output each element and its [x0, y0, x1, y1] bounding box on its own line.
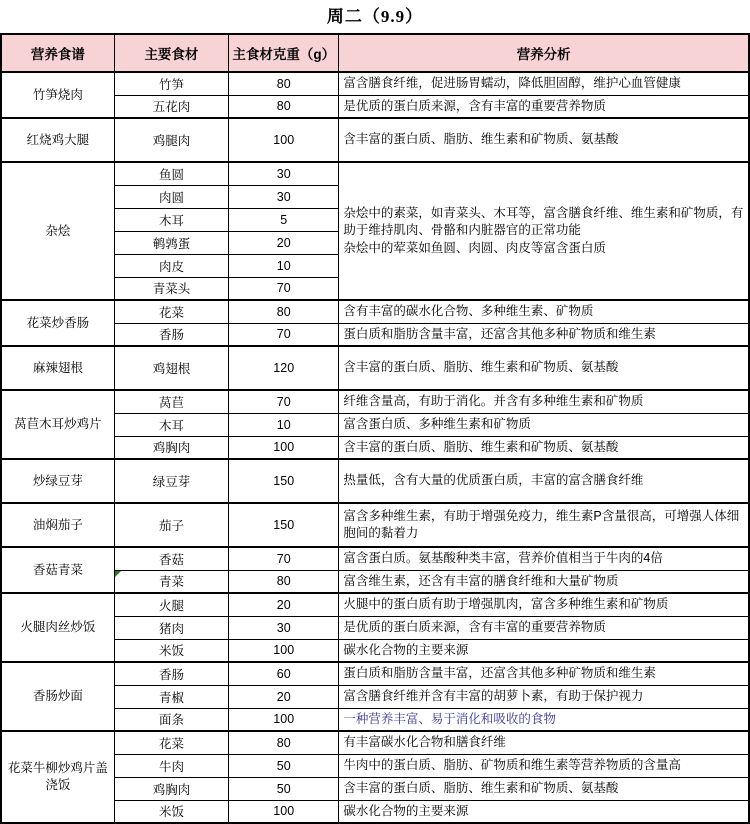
table-row: [1, 346, 749, 390]
analysis-cell: 蛋白质和脂肪含量丰富，还富含其他多种矿物质和维生素: [339, 323, 749, 346]
weight-cell: 10: [229, 254, 339, 277]
ingredient-cell: 米饭: [114, 800, 228, 823]
column-header-weight: 主食材克重（g）: [229, 34, 339, 72]
table-row: [1, 662, 749, 685]
weight-cell: 80: [229, 570, 339, 593]
weight-cell: 150: [229, 503, 339, 547]
table-row: [1, 72, 749, 95]
ingredient-cell: 莴苣: [114, 390, 228, 413]
ingredient-cell: 青椒: [114, 685, 228, 708]
table-row: [1, 459, 749, 503]
analysis-cell: 富含多种维生素，有助于增强免疫力，维生素P含量很高，可增强人体细胞间的黏着力: [339, 503, 749, 547]
ingredient-cell: 绿豆芽: [114, 459, 228, 503]
table-row: [1, 162, 749, 185]
analysis-cell: 富含蛋白质。氨基酸种类丰富，营养价值相当于牛肉的4倍: [339, 547, 749, 570]
table-row: [1, 731, 749, 754]
recipe-cell: 火腿肉丝炒饭: [1, 593, 114, 662]
analysis-text-line: 杂烩中的素菜，如青菜头、木耳等，富含膳食纤维、维生素和矿物质，有助于维持肌肉、骨骼和内脏器官的正常功能: [343, 205, 744, 238]
weight-cell: 30: [229, 185, 339, 208]
analysis-cell: 含丰富的蛋白质、脂肪、维生素和矿物质、氨基酸: [339, 346, 749, 390]
weight-cell: 150: [229, 459, 339, 503]
ingredient-cell: 鸡胸肉: [114, 436, 228, 459]
column-header-analysis: 营养分析: [339, 34, 749, 72]
weight-cell: 20: [229, 593, 339, 616]
analysis-cell: 一种营养丰富、易于消化和吸收的食物: [339, 708, 749, 731]
table-row: [1, 503, 749, 547]
ingredient-cell: 花菜: [114, 300, 228, 323]
weight-cell: 80: [229, 731, 339, 754]
weight-cell: 10: [229, 413, 339, 436]
ingredient-cell: 肉圆: [114, 185, 228, 208]
analysis-cell: 是优质的蛋白质来源，含有丰富的重要营养物质: [339, 95, 749, 118]
ingredient-cell: 香肠: [114, 662, 228, 685]
analysis-cell: 纤维含量高，有助于消化。并含有多种维生素和矿物质: [339, 390, 749, 413]
table-row: [1, 593, 749, 616]
weight-cell: 100: [229, 436, 339, 459]
ingredient-cell: 鸡胸肉: [114, 777, 228, 800]
analysis-cell: 碳水化合物的主要来源: [339, 800, 749, 823]
recipe-cell: 油焖茄子: [1, 503, 114, 547]
ingredient-cell: 五花肉: [114, 95, 228, 118]
analysis-cell: 含丰富的蛋白质、脂肪、维生素和矿物质、氨基酸: [339, 436, 749, 459]
weight-cell: 70: [229, 390, 339, 413]
column-header-recipe: 营养食谱: [1, 34, 114, 72]
weight-cell: 70: [229, 323, 339, 346]
table-header-row: [1, 34, 749, 72]
ingredient-cell: 茄子: [114, 503, 228, 547]
table-body: [1, 72, 749, 823]
recipe-cell: 红烧鸡大腿: [1, 118, 114, 162]
ingredient-cell: 鸡翅根: [114, 346, 228, 390]
weight-cell: 70: [229, 547, 339, 570]
ingredient-cell: 香肠: [114, 323, 228, 346]
table-row: [1, 390, 749, 413]
analysis-cell: 热量低，含有大量的优质蛋白质，丰富的富含膳食纤维: [339, 459, 749, 503]
recipe-cell: 炒绿豆芽: [1, 459, 114, 503]
table-row: [1, 118, 749, 162]
weight-cell: 80: [229, 95, 339, 118]
weight-cell: 80: [229, 72, 339, 95]
cell-corner-marker-icon: [115, 571, 121, 577]
analysis-cell: 牛肉中的蛋白质、脂肪、矿物质和维生素等营养物质的含量高: [339, 754, 749, 777]
analysis-cell: 含有丰富的碳水化合物、多种维生素、矿物质: [339, 300, 749, 323]
analysis-cell: 富含蛋白质、多种维生素和矿物质: [339, 413, 749, 436]
ingredient-cell: 火腿: [114, 593, 228, 616]
weight-cell: 20: [229, 685, 339, 708]
ingredient-cell: 香菇: [114, 547, 228, 570]
ingredient-cell: 青菜: [114, 570, 228, 593]
analysis-cell: 碳水化合物的主要来源: [339, 639, 749, 662]
weight-cell: 100: [229, 708, 339, 731]
weight-cell: 20: [229, 231, 339, 254]
ingredient-cell: 鱼圆: [114, 162, 228, 185]
weight-cell: 80: [229, 300, 339, 323]
weight-cell: 120: [229, 346, 339, 390]
ingredient-cell: 肉皮: [114, 254, 228, 277]
weight-cell: 50: [229, 777, 339, 800]
weight-cell: 100: [229, 639, 339, 662]
ingredient-cell: 面条: [114, 708, 228, 731]
column-header-ingredient: 主要食材: [114, 34, 228, 72]
weight-cell: 30: [229, 616, 339, 639]
table-row: [1, 547, 749, 570]
recipe-cell: 香肠炒面: [1, 662, 114, 731]
analysis-cell: 蛋白质和脂肪含量丰富，还富含其他多种矿物质和维生素: [339, 662, 749, 685]
ingredient-cell: 鹌鹑蛋: [114, 231, 228, 254]
ingredient-cell: 花菜: [114, 731, 228, 754]
recipe-cell: 花菜炒香肠: [1, 300, 114, 346]
recipe-cell: 杂烩: [1, 162, 114, 300]
recipe-cell: 莴苣木耳炒鸡片: [1, 390, 114, 459]
ingredient-cell: 猪肉: [114, 616, 228, 639]
recipe-cell: 香菇青菜: [1, 547, 114, 593]
weight-cell: 30: [229, 162, 339, 185]
weight-cell: 50: [229, 754, 339, 777]
analysis-cell: 富含膳食纤维并含有丰富的胡萝卜素，有助于保护视力: [339, 685, 749, 708]
weight-cell: 100: [229, 118, 339, 162]
ingredient-cell: 青菜头: [114, 277, 228, 300]
analysis-cell: 有丰富碳水化合物和膳食纤维: [339, 731, 749, 754]
analysis-text-line: 杂烩中的荤菜如鱼圆、肉圆、肉皮等富含蛋白质: [343, 240, 606, 255]
table-row: [1, 300, 749, 323]
weight-cell: 70: [229, 277, 339, 300]
page-title: 周二（9.9）: [326, 7, 424, 26]
ingredient-cell: 米饭: [114, 639, 228, 662]
ingredient-cell: 竹笋: [114, 72, 228, 95]
weight-cell: 5: [229, 208, 339, 231]
nutrition-table: [0, 33, 750, 824]
analysis-cell: 是优质的蛋白质来源，含有丰富的重要营养物质: [339, 616, 749, 639]
analysis-cell: 富含膳食纤维，促进肠胃蠕动，降低胆固醇，维护心血管健康: [339, 72, 749, 95]
analysis-cell: 火腿中的蛋白质有助于增强肌肉，富含多种维生素和矿物质: [339, 593, 749, 616]
analysis-cell: [339, 162, 749, 300]
ingredient-cell: 木耳: [114, 208, 228, 231]
recipe-cell: 竹笋烧肉: [1, 72, 114, 118]
analysis-cell: 富含维生素，还含有丰富的膳食纤维和大量矿物质: [339, 570, 749, 593]
analysis-cell: 含丰富的蛋白质、脂肪、维生素和矿物质、氨基酸: [339, 118, 749, 162]
recipe-cell: 麻辣翅根: [1, 346, 114, 390]
weight-cell: 100: [229, 800, 339, 823]
ingredient-cell: 鸡腿肉: [114, 118, 228, 162]
ingredient-cell: 木耳: [114, 413, 228, 436]
weight-cell: 60: [229, 662, 339, 685]
recipe-cell: 花菜牛柳炒鸡片盖浇饭: [1, 731, 114, 823]
analysis-cell: 含丰富的蛋白质、脂肪、维生素和矿物质、氨基酸: [339, 777, 749, 800]
ingredient-cell: 牛肉: [114, 754, 228, 777]
